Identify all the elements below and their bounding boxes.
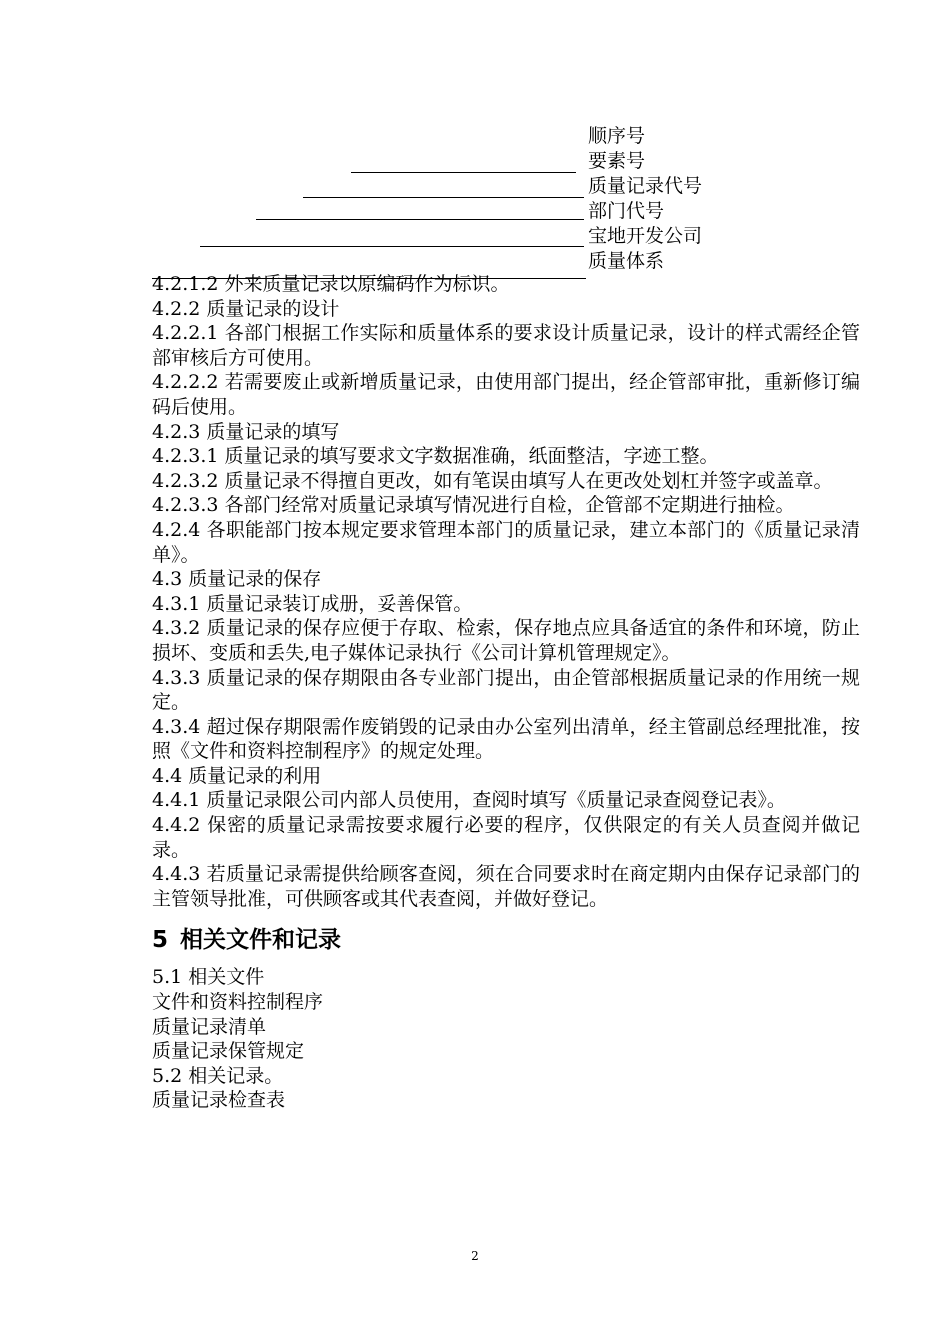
page-number: 2 [471,1249,479,1263]
section-5-line: 5.1 相关文件 [152,966,265,989]
paragraph: 4.4 质量记录的利用 [152,764,322,787]
legend-label-element: 要素号 [588,150,646,172]
paragraph: 4.2.4 各职能部门按本规定要求管理本部门的质量记录，建立本部门的《质量记录清单》。 [152,518,860,566]
section-5-heading [152,925,860,955]
paragraph: 4.2.3.1 质量记录的填写要求文字数据准确，纸面整洁，字迹工整。 [152,445,719,468]
document-body [152,272,860,1113]
paragraph: 4.2.3 质量记录的填写 [152,420,340,443]
paragraph: 4.3.3 质量记录的保存期限由各专业部门提出，由企管部根据质量记录的作用统一规定。 [152,666,860,714]
legend-leader-line [256,219,543,220]
paragraph: 4.3.4 超过保存期限需作废销毁的记录由办公室列出清单，经主管副总经理批准，按照《文件和资料控制程序》的规定处理。 [152,715,860,763]
section-5-line: 质量记录保管规定 [152,1040,305,1063]
legend-leader-line [543,219,584,220]
section-title: 相关文件和记录 [180,927,342,954]
paragraph: 4.2.3.3 各部门经常对质量记录填写情况进行自检，企管部不定期进行抽检。 [152,494,795,517]
section-5-line: 5.2 相关记录。 [152,1064,284,1087]
paragraph: 4.3 质量记录的保存 [152,568,322,591]
legend-label-sequence: 顺序号 [588,125,646,147]
paragraph: 4.3.2 质量记录的保存应便于存取、检索，保存地点应具备适宜的条件和环境，防止损坏、变质和丢失,电子媒体记录执行《公司计算机管理规定》。 [152,617,860,664]
legend-label-quality-system: 质量体系 [588,250,665,272]
paragraph: 4.3.1 质量记录装订成册，妥善保管。 [152,592,473,615]
legend-leader-line [303,197,584,198]
legend-label-record-code: 质量记录代号 [588,175,703,197]
legend-leader-line [351,172,576,173]
paragraph: 4.2.1.2 外来质量记录以原编码作为标识。 [152,273,510,295]
section-5-line: 质量记录清单 [152,1015,267,1038]
section-5-line: 文件和资料控制程序 [152,991,324,1014]
paragraph: 4.4.3 若质量记录需提供给顾客查阅，须在合同要求时在商定期内由保存记录部门的主管领导批准，可供顾客或其代表查阅，并做好登记。 [152,863,860,910]
paragraph: 4.2.2 质量记录的设计 [152,297,340,320]
paragraph: 4.2.2.2 若需要废止或新增质量记录，由使用部门提出，经企管部审批，重新修订编码后使用。 [152,371,860,418]
code-legend-diagram [0,0,950,280]
paragraph: 4.2.3.2 质量记录不得擅自更改，如有笔误由填写人在更改处划杠并签字或盖章。 [152,469,833,492]
section-number: 5 [152,927,169,954]
legend-label-company: 宝地开发公司 [588,225,703,247]
section-5-line: 质量记录检查表 [152,1089,286,1112]
legend-leader-line [200,246,584,247]
paragraph: 4.4.2 保密的质量记录需按要求履行必要的程序，仅供限定的有关人员查阅并做记录。 [152,814,860,861]
legend-label-department-code: 部门代号 [588,200,665,222]
paragraph: 4.2.2.1 各部门根据工作实际和质量体系的要求设计质量记录，设计的样式需经企管部审核后方可使用。 [152,322,860,369]
paragraph: 4.4.1 质量记录限公司内部人员使用，查阅时填写《质量记录查阅登记表》。 [152,789,786,812]
